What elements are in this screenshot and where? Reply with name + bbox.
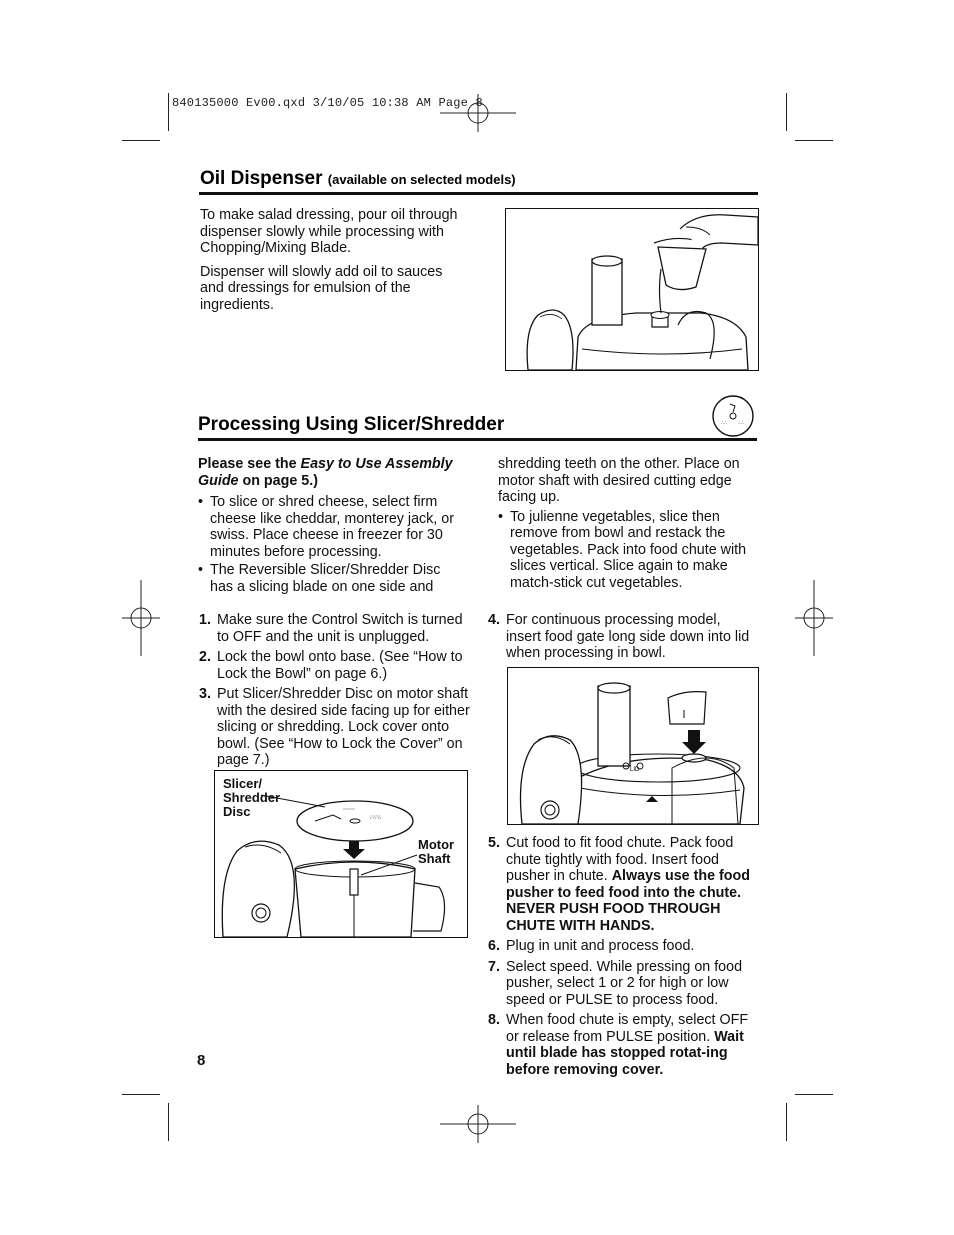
- food-gate-illustration: [507, 667, 759, 825]
- crop-mark: [795, 140, 833, 141]
- step-8: 8. When food chute is empty, select OFF or release from PULSE position. Wait until blade has stopped rotat-ing before removing cover.: [488, 1012, 749, 1078]
- crop-mark: [168, 1103, 169, 1141]
- bullet-julienne: • To julienne vegetables, slice then remove from bowl and restack the vegetables. Pack into food chute with slices vertical. Slice again to make match-stick cut vegetables.: [498, 509, 756, 592]
- step-4: 4. For continuous processing model, insert food gate long side down into lid when processing in bowl.: [488, 612, 750, 661]
- page-number: 8: [197, 1052, 206, 1069]
- step-2: 2. Lock the bowl onto base. (See “How to Lock the Bowl” on page 6.): [199, 649, 463, 682]
- slicer-left-column: [198, 456, 466, 597]
- food-gate-drawing: [508, 668, 758, 824]
- bullet-reversible-disc: • The Reversible Slicer/Shredder Disc has a slicing blade on one side and: [198, 562, 466, 595]
- oil-dispenser-illustration: [505, 208, 759, 371]
- svg-text:∴∴: ∴∴: [738, 420, 745, 426]
- crop-mark: [122, 140, 160, 141]
- svg-text:∴∴: ∴∴: [721, 420, 728, 426]
- oil-subtitle: (available on selected models): [327, 172, 516, 187]
- section-title-slicer: Processing Using Slicer/Shredder: [198, 414, 505, 435]
- step-7: 7. Select speed. While pressing on food pusher, select 1 or 2 for high or low speed or PULSE to process food.: [488, 958, 743, 1008]
- label-slicer-shredder-disc: Slicer/ Shredder Disc: [223, 776, 281, 819]
- step-4-block: [488, 612, 756, 666]
- oil-paragraph-1: To make salad dressing, pour oil through dispenser slowly while processing with Chopping/Mixing Blade.: [200, 207, 458, 256]
- print-slug: 840135000 Ev00.qxd 3/10/05 10:38 AM Page 8: [172, 96, 483, 110]
- registration-mark: [122, 580, 162, 656]
- assembly-guide-title: Easy to Use Assembly Guide: [198, 456, 453, 489]
- oil-dispenser-drawing: [506, 209, 758, 370]
- bullet-continued: shredding teeth on the other. Place on motor shaft with desired cutting edge facing up.: [498, 456, 740, 505]
- step-6: 6. Plug in unit and process food.: [488, 938, 695, 954]
- assembly-guide-note: [198, 456, 466, 489]
- section-rule: [198, 438, 757, 441]
- step-1: 1. Make sure the Control Switch is turned to OFF and the unit is unplugged.: [199, 612, 463, 645]
- label-motor-shaft: Motor Shaft: [418, 837, 455, 866]
- registration-mark: [440, 1105, 516, 1145]
- svg-text:⋯⋯: ⋯⋯: [343, 807, 355, 813]
- section-title-oil-dispenser: [200, 168, 516, 190]
- oil-text: [200, 207, 470, 320]
- slicer-disc-illustration: [214, 770, 468, 938]
- intro-page-ref: on page 5.): [238, 472, 318, 489]
- step-5: 5. Cut food to fit food chute. Pack food chute tightly with food. Insert food pusher in chute. Always use the food pusher to feed food into the chute. NEVER PUSH FOOD THROUGH CHUTE WITH HANDS.: [488, 835, 750, 934]
- bullet-cheese: • To slice or shred cheese, select firm cheese like cheddar, monterey jack, or swiss. Place cheese in freezer for 30 minutes before processing.: [198, 494, 466, 560]
- crop-mark: [795, 1094, 833, 1095]
- intro-text: Please see the: [198, 456, 301, 472]
- crop-mark: [122, 1094, 160, 1095]
- lid-marking: LID: [630, 767, 640, 773]
- slicer-disc-icon: [711, 394, 755, 438]
- slicer-right-column: [498, 456, 756, 593]
- registration-mark: [440, 94, 516, 134]
- oil-title: Oil Dispenser: [200, 168, 323, 189]
- oil-paragraph-2: Dispenser will slowly add oil to sauces and dressings for emulsion of the ingredients.: [200, 263, 443, 313]
- steps-right: [488, 835, 758, 1082]
- registration-mark: [795, 580, 835, 656]
- crop-mark: [168, 93, 169, 131]
- section-rule: [199, 192, 758, 195]
- steps-left: [199, 612, 471, 773]
- crop-mark: [786, 1103, 787, 1141]
- crop-mark: [786, 93, 787, 131]
- step-3: 3. Put Slicer/Shredder Disc on motor shaft with the desired side facing up for either slicing or shredding. Lock cover onto bowl. (See “How to Lock the Cover” on page 7.): [199, 686, 470, 768]
- svg-text:∴∵∴: ∴∵∴: [370, 815, 382, 821]
